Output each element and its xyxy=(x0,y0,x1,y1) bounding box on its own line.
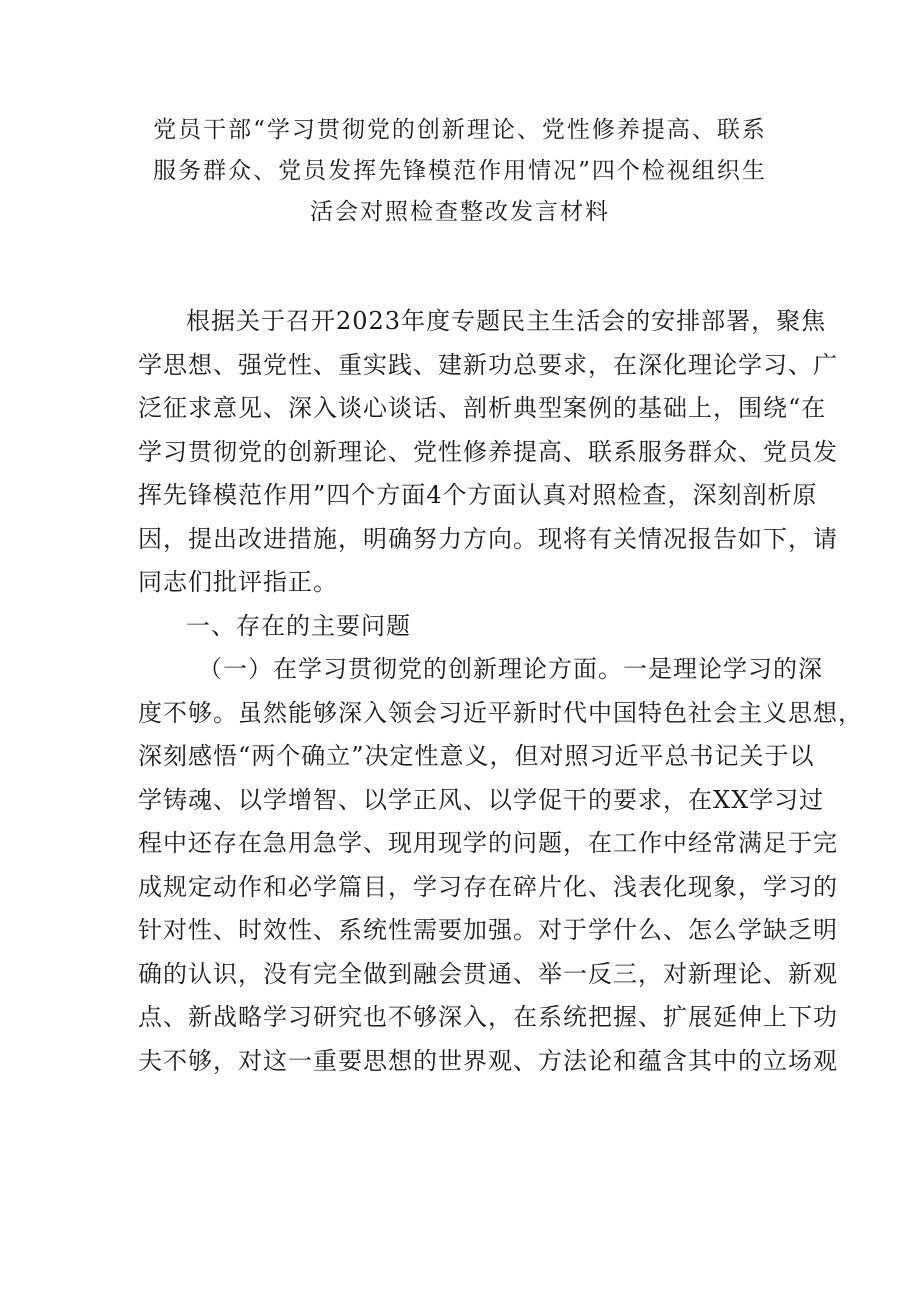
intro-line-1: 根据关于召开2023年度专题民主生活会的安排部署，聚焦 xyxy=(186,307,827,335)
intro-paragraph xyxy=(138,300,838,605)
section-line-4: 学铸魂、以学增智、以学正风、以学促干的要求，在XX学习过 xyxy=(138,785,825,814)
section-line-9: 点、新战略学习研究也不够深入，在系统把握、扩展延伸上下功 xyxy=(138,1003,838,1031)
section-heading: 一、存在的主要问题 xyxy=(186,611,411,640)
intro-line-4: 学习贯彻党的创新理论、党性修养提高、联系服务群众、党员发 xyxy=(138,437,838,466)
section-line-7: 针对性、时效性、系统性需要加强。对于学什么、怎么学缺乏明 xyxy=(138,916,838,944)
title-line-1: 党员干部“学习贯彻党的创新理论、党性修养提高、联系 xyxy=(153,117,767,143)
title-line-2: 服务群众、党员发挥先锋模范作用情况”四个检视组织生 xyxy=(153,158,767,184)
section-line-1: （一）在学习贯彻党的创新理论方面。一是理论学习的深 xyxy=(198,655,823,683)
title-line-3: 活会对照检查整改发言材料 xyxy=(310,199,610,225)
document-body xyxy=(138,300,863,1083)
intro-line-5: 挥先锋模范作用”四个方面4个方面认真对照检查，深刻剖析原 xyxy=(138,481,818,509)
intro-line-7: 同志们批评指正。 xyxy=(138,568,338,596)
section-line-10: 夫不够，对这一重要思想的世界观、方法论和蕴含其中的立场观 xyxy=(138,1046,838,1075)
section-paragraph xyxy=(138,648,863,1083)
intro-line-2: 学思想、强党性、重实践、建新功总要求，在深化理论学习、广 xyxy=(138,350,838,379)
document-title xyxy=(130,110,790,233)
intro-line-6: 因，提出改进措施，明确努力方向。现将有关情况报告如下，请 xyxy=(138,524,838,553)
section-line-2: 度不够。虽然能够深入领会习近平新时代中国特色社会主义思想， xyxy=(138,698,863,727)
intro-line-3: 泛征求意见、深入谈心谈话、剖析典型案例的基础上，围绕“在 xyxy=(138,394,827,422)
section-line-5: 程中还存在急用急学、现用现学的问题，在工作中经常满足于完 xyxy=(138,829,838,857)
section-line-8: 确的认识，没有完全做到融会贯通、举一反三，对新理论、新观 xyxy=(138,959,838,988)
section-line-6: 成规定动作和必学篇目，学习存在碎片化、浅表化现象，学习的 xyxy=(138,872,838,901)
section-line-3: 深刻感悟“两个确立”决定性意义，但对照习近平总书记关于以 xyxy=(138,742,815,770)
